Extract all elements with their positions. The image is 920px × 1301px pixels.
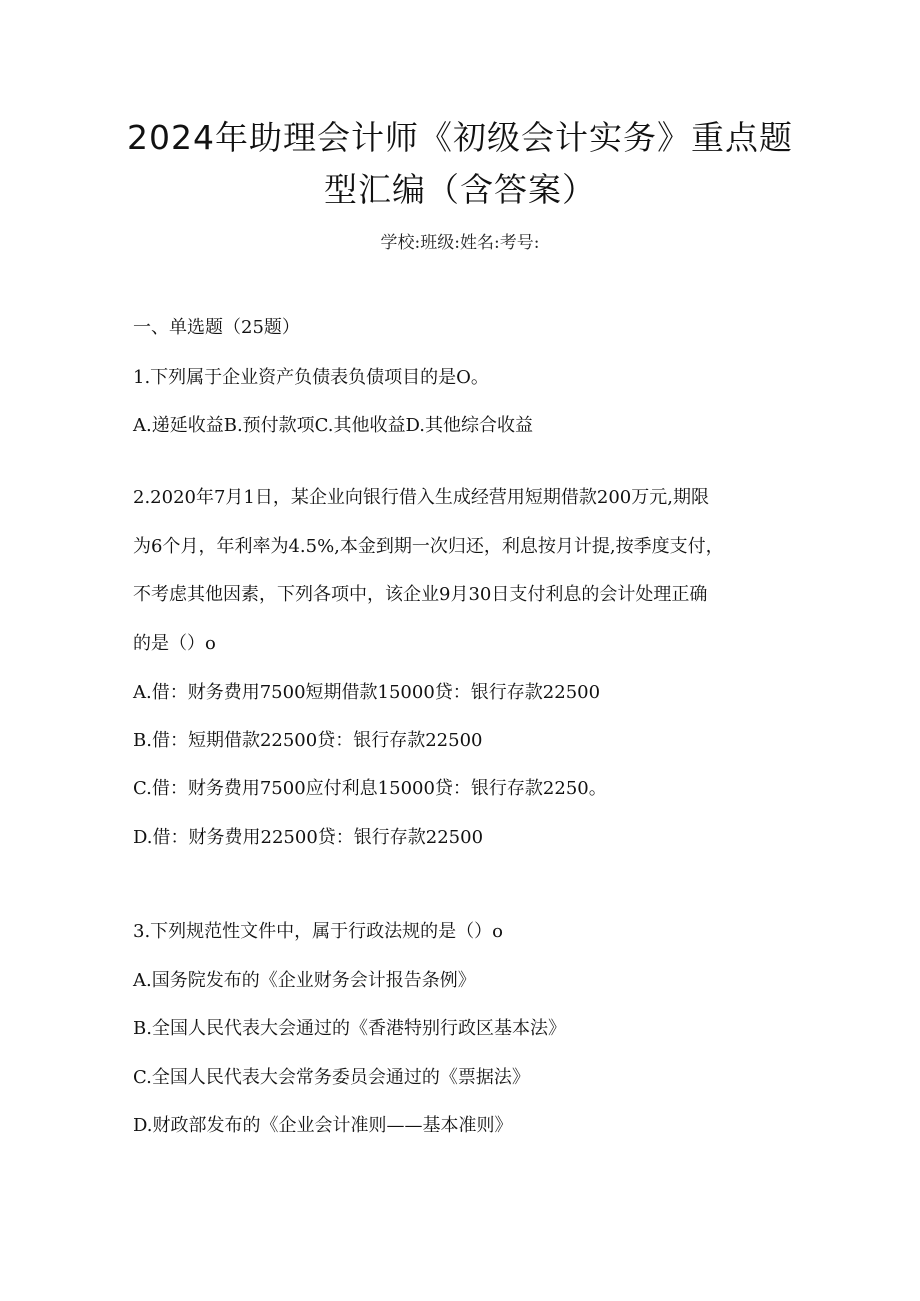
document-title-line-2: 型汇编（含答案） [324,170,596,209]
question-1-stem: 1.下列属于企业资产负债表负债项目的是O。 [133,367,489,388]
question-3-option-a: A.国务院发布的《企业财务会计报告条例》 [133,970,476,991]
question-3-stem: 3.下列规范性文件中，属于行政法规的是（）o [133,921,504,942]
section-heading: 一、单选题（25题） [133,317,300,338]
student-info-line: 学校:班级:姓名:考号: [380,233,540,253]
question-2-stem-line-4: 的是（）o [133,633,216,654]
question-3-option-d: D.财政部发布的《企业会计准则——基本准则》 [133,1115,513,1136]
question-2-stem-line-2: 为6个月，年利率为4.5%,本金到期一次归还，利息按月计提,按季度支付， [133,536,724,557]
question-2-option-d: D.借：财务费用22500贷：银行存款22500 [133,827,484,848]
question-2-option-c: C.借：财务费用7500应付利息15000贷：银行存款2250。 [133,778,607,799]
question-3-option-b: B.全国人民代表大会通过的《香港特别行政区基本法》 [133,1018,566,1039]
question-2-option-b: B.借：短期借款22500贷：银行存款22500 [133,730,483,751]
document-title-line-1: 2024年助理会计师《初级会计实务》重点题 [127,118,793,157]
question-2-stem-line-1: 2.2020年7月1日，某企业向银行借入生成经营用短期借款200万元,期限 [133,487,709,508]
question-2-stem-line-3: 不考虑其他因素，下列各项中，该企业9月30日支付利息的会计处理正确 [133,584,708,605]
question-1-options: A.递延收益B.预付款项C.其他收益D.其他综合收益 [133,415,534,436]
question-2-option-a: A.借：财务费用7500短期借款15000贷：银行存款22500 [133,682,601,703]
question-3-option-c: C.全国人民代表大会常务委员会通过的《票据法》 [133,1067,530,1088]
